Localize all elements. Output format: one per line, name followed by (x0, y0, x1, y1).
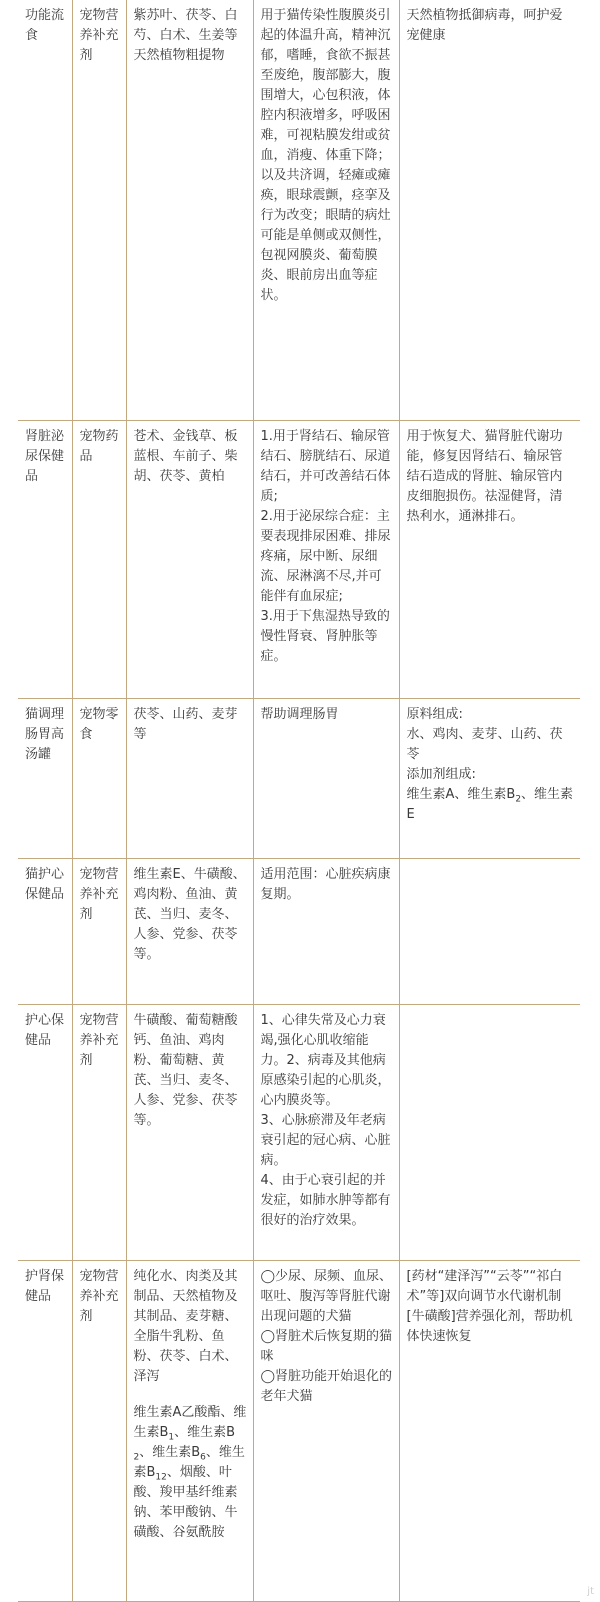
product-name-cell: 猫护心保健品 (18, 858, 72, 1004)
ingredients-cell: 苍术、金钱草、板蓝根、车前子、柴胡、茯苓、黄柏 (126, 420, 253, 698)
category-cell: 宠物营养补充剂 (72, 0, 126, 420)
notes-cell: 用于恢复犬、猫肾脏代谢功能，修复因肾结石、输尿管结石造成的肾脏、输尿管内皮细胞损伤。祛湿健肾，清热利水，通淋排石。 (399, 420, 580, 698)
vitamin-text: 、维生素B (174, 1424, 236, 1440)
product-name-cell: 护心保健品 (18, 1004, 72, 1260)
subscript: 2 (515, 794, 522, 805)
table-row (18, 698, 580, 858)
usage-cell: ◯少尿、尿频、血尿、呕吐、腹泻等肾脏代谢出现问题的犬猫 ◯肾脏术后恢复期的猫咪 ◯肾脏功能开始退化的老年犬猫 (253, 1260, 399, 1601)
usage-cell: 适用范围：心脏疾病康复期。 (253, 858, 399, 1004)
table-row (18, 1260, 580, 1601)
notes-cell: [药材“建泽泻”“云苓”“祁白术”等]双向调节水代谢机制[牛磺酸]营养强化剂，帮助机体快速恢复 (399, 1260, 580, 1601)
table-row (18, 420, 580, 698)
usage-cell: 1.用于肾结石、输尿管结石、膀胱结石、尿道结石，并可改善结石体质; 2.用于泌尿综合症：主要表现排尿困难、排尿疼痛，尿中断、尿细流、尿淋漓不尽,并可能伴有血尿症; 3.用于下焦湿热导致的慢性肾衰、肾肿胀等症。 (253, 420, 399, 698)
ingredients-cell: 茯苓、山药、麦芽等 (126, 698, 253, 858)
vitamins-text (134, 1403, 247, 1543)
category-cell: 宠物营养补充剂 (72, 1260, 126, 1601)
product-name-cell: 猫调理肠胃高汤罐 (18, 698, 72, 858)
product-name-cell: 护肾保健品 (18, 1260, 72, 1601)
subscript: 12 (155, 1472, 167, 1483)
category-cell: 宠物营养补充剂 (72, 858, 126, 1004)
category-cell: 宠物营养补充剂 (72, 1004, 126, 1260)
subscript: 1 (168, 1432, 175, 1443)
ingredients-cell: 维生素E、牛磺酸、鸡肉粉、鱼油、黄芪、当归、麦冬、人参、党参、茯苓等。 (126, 858, 253, 1004)
table-row (18, 1004, 580, 1260)
notes-cell (399, 858, 580, 1004)
usage-cell: 帮助调理肠胃 (253, 698, 399, 858)
vitamin-text: 、烟酸、叶酸、羧甲基纤维素钠、苯甲酸钠、牛磺酸、谷氨酰胺 (133, 1464, 238, 1540)
product-name-cell: 功能流食 (18, 0, 72, 420)
subscript: 6 (200, 1452, 206, 1463)
ingredients-cell (126, 1260, 253, 1601)
ingredients-cell: 牛磺酸、葡萄糖酸钙、鱼油、鸡肉粉、葡萄糖、黄芪、当归、麦冬、人参、党参、茯苓等。 (126, 1004, 253, 1260)
notes-cell: 天然植物抵御病毒，呵护爱宠健康 (399, 0, 580, 420)
notes-text: 、维生素E (406, 786, 574, 822)
ingredients-cell: 紫苏叶、茯苓、白芍、白术、生姜等天然植物粗提物 (126, 0, 253, 420)
notes-cell (399, 1004, 580, 1260)
notes-cell (399, 698, 580, 858)
usage-cell: 1、心律失常及心力衰竭,强化心肌收缩能力。2、病毒及其他病原感染引起的心肌炎，心内膜炎等。 3、心脉瘀滞及年老病衰引起的冠心病、心脏病。 4、由于心衰引起的并发症，如肺水肿等都有很好的治疗效果。 (253, 1004, 399, 1260)
ingredients-text: 纯化水、肉类及其制品、天然植物及其制品、麦芽糖、全脂牛乳粉、鱼粉、茯苓、白术、泽泻 (133, 1268, 238, 1384)
vitamin-text: 、维生素B (133, 1444, 245, 1480)
watermark: jt (587, 1586, 594, 1597)
product-name-cell: 肾脏泌尿保健品 (18, 420, 72, 698)
usage-cell: 用于猫传染性腹膜炎引起的体温升高，精神沉郁，嗜睡，食欲不振甚至废绝，腹部膨大，腹围增大，心包积液，体腔内积液增多，呼吸困难，可视粘膜发绀或贫血，消瘦、体重下降；以及共济调，轻瘫或瘫痪，眼球震颤，痉挛及行为改变；眼睛的病灶可能是单侧或双侧性，包视网膜炎、葡萄膜炎、眼前房出血等症状。 (253, 0, 399, 420)
table-row (18, 858, 580, 1004)
vitamin-text: 维生素A乙酸酯、维生素B (133, 1404, 247, 1440)
category-cell: 宠物药品 (72, 420, 126, 698)
vitamin-text: 、维生素B (139, 1444, 201, 1460)
notes-text: 原料组成: 水、鸡肉、麦芽、山药、茯苓 添加剂组成: 维生素A、维生素B (406, 706, 563, 802)
category-cell: 宠物零食 (72, 698, 126, 858)
table-row (18, 0, 580, 420)
subscript: 2 (133, 1452, 140, 1463)
product-table (18, 0, 580, 1602)
